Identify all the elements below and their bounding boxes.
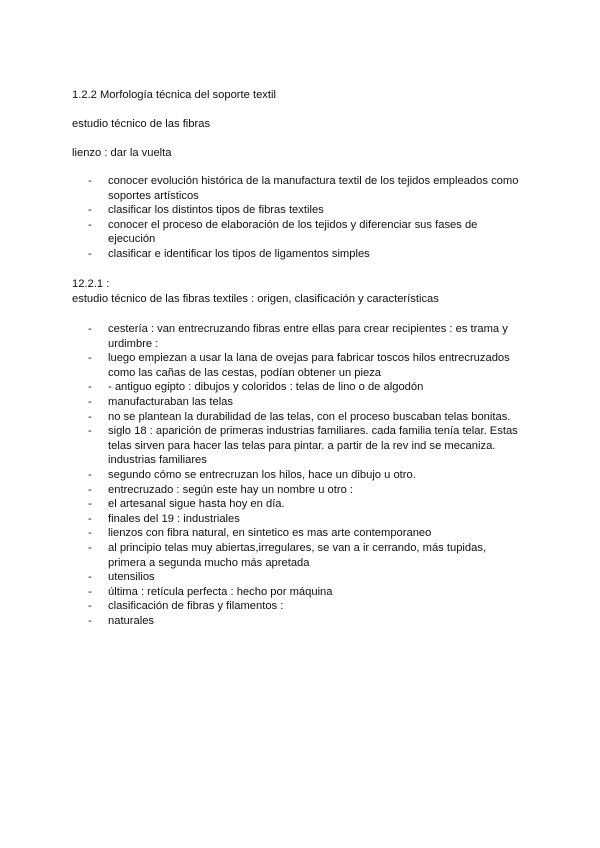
list-item (0, 380, 600, 395)
bullet-dash: - (88, 247, 92, 260)
bullet-dash: - (88, 585, 92, 598)
list-item (0, 512, 600, 527)
list-item (0, 541, 600, 570)
bullet-dash: - (88, 425, 92, 438)
list-item (0, 395, 600, 410)
list-item-text: siglo 18 : aparición de primeras industrias familiares. cada familia tenía telar. Estas telas sirven para hacer las telas para pintar. a partir de la rev ind se mecaniza. industrias familiares (108, 425, 518, 467)
list-item-text: cestería : van entrecruzando fibras entre ellas para crear recipientes : es trama y urdimbre : (108, 323, 508, 350)
list-item (0, 410, 600, 425)
list-item-text: finales del 19 : industriales (108, 512, 240, 525)
bullet-dash: - (88, 218, 92, 231)
bullet-dash: - (88, 352, 92, 365)
objectives-list (0, 174, 600, 262)
list-item (0, 526, 600, 541)
list-item-text: al principio telas muy abiertas,irregulares, se van a ir cerrando, más tupidas, primera a segunda mucho más apretada (108, 541, 487, 569)
list-item-text: clasificar los distintos tipos de fibras textiles (108, 204, 324, 217)
list-item-text: utensilios (108, 571, 155, 584)
list-item-text: manufacturaban las telas (108, 395, 234, 408)
bullet-dash: - (88, 381, 92, 394)
list-item-text: - antiguo egipto : dibujos y coloridos : telas de lino o de algodón (108, 381, 424, 394)
list-item (0, 599, 600, 614)
list-item (0, 570, 600, 585)
list-item-text: conocer el proceso de elaboración de los tejidos y diferenciar sus fases de ejecución (108, 218, 478, 246)
bullet-dash: - (88, 410, 92, 423)
list-item (0, 497, 600, 512)
list-item-text: el artesanal sigue hasta hoy en día. (108, 498, 285, 511)
list-item-text: lienzos con fibra natural, en sintetico es mas arte contemporaneo (108, 527, 432, 540)
bullet-dash: - (88, 541, 92, 554)
list-item (0, 203, 600, 218)
list-item-text: clasificación de fibras y filamentos : (108, 600, 284, 613)
list-item (0, 424, 600, 468)
subsection-title: estudio técnico de las fibras textiles : origen, clasificación y características (72, 293, 439, 305)
list-item (0, 174, 600, 203)
subsection-number: 12.2.1 : (72, 278, 110, 290)
bullet-dash: - (88, 512, 92, 525)
bullet-dash: - (88, 395, 92, 408)
list-item (0, 218, 600, 247)
list-item-text: no se plantean la durabilidad de las telas, con el proceso buscaban telas bonitas. (108, 410, 511, 423)
list-item-text: segundo cómo se entrecruzan los hilos, hace un dibujo u otro. (108, 468, 416, 481)
notes-list (0, 322, 600, 628)
bullet-dash: - (88, 527, 92, 540)
bullet-dash: - (88, 323, 92, 335)
list-item (0, 483, 600, 498)
list-item (0, 614, 600, 629)
bullet-dash: - (88, 175, 92, 187)
list-item (0, 322, 600, 351)
bullet-dash: - (88, 600, 92, 613)
bullet-dash: - (88, 498, 92, 511)
list-item-text: entrecruzado : según este hay un nombre u otro : (108, 483, 354, 496)
list-item-text: clasificar e identificar los tipos de ligamentos simples (108, 247, 370, 260)
list-item (0, 468, 600, 483)
list-item (0, 351, 600, 380)
section-heading: 1.2.2 Morfología técnica del soporte textil (72, 89, 276, 101)
lienzo-note: lienzo : dar la vuelta (72, 147, 172, 159)
list-item (0, 247, 600, 262)
bullet-dash: - (88, 468, 92, 481)
bullet-dash: - (88, 614, 92, 627)
list-item-text: luego empiezan a usar la lana de ovejas para fabricar toscos hilos entrecruzados como las cañas de las cestas, podían obtener un pieza (108, 352, 510, 379)
bullet-dash: - (88, 483, 92, 496)
list-item-text: naturales (108, 614, 155, 627)
list-item-text: última : retícula perfecta : hecho por máquina (108, 585, 333, 598)
list-item (0, 585, 600, 600)
bullet-dash: - (88, 204, 92, 217)
bullet-dash: - (88, 571, 92, 584)
list-item-text: conocer evolución histórica de la manufactura textil de los tejidos empleados como soportes artísticos (108, 175, 519, 202)
subheading: estudio técnico de las fibras (72, 118, 211, 130)
